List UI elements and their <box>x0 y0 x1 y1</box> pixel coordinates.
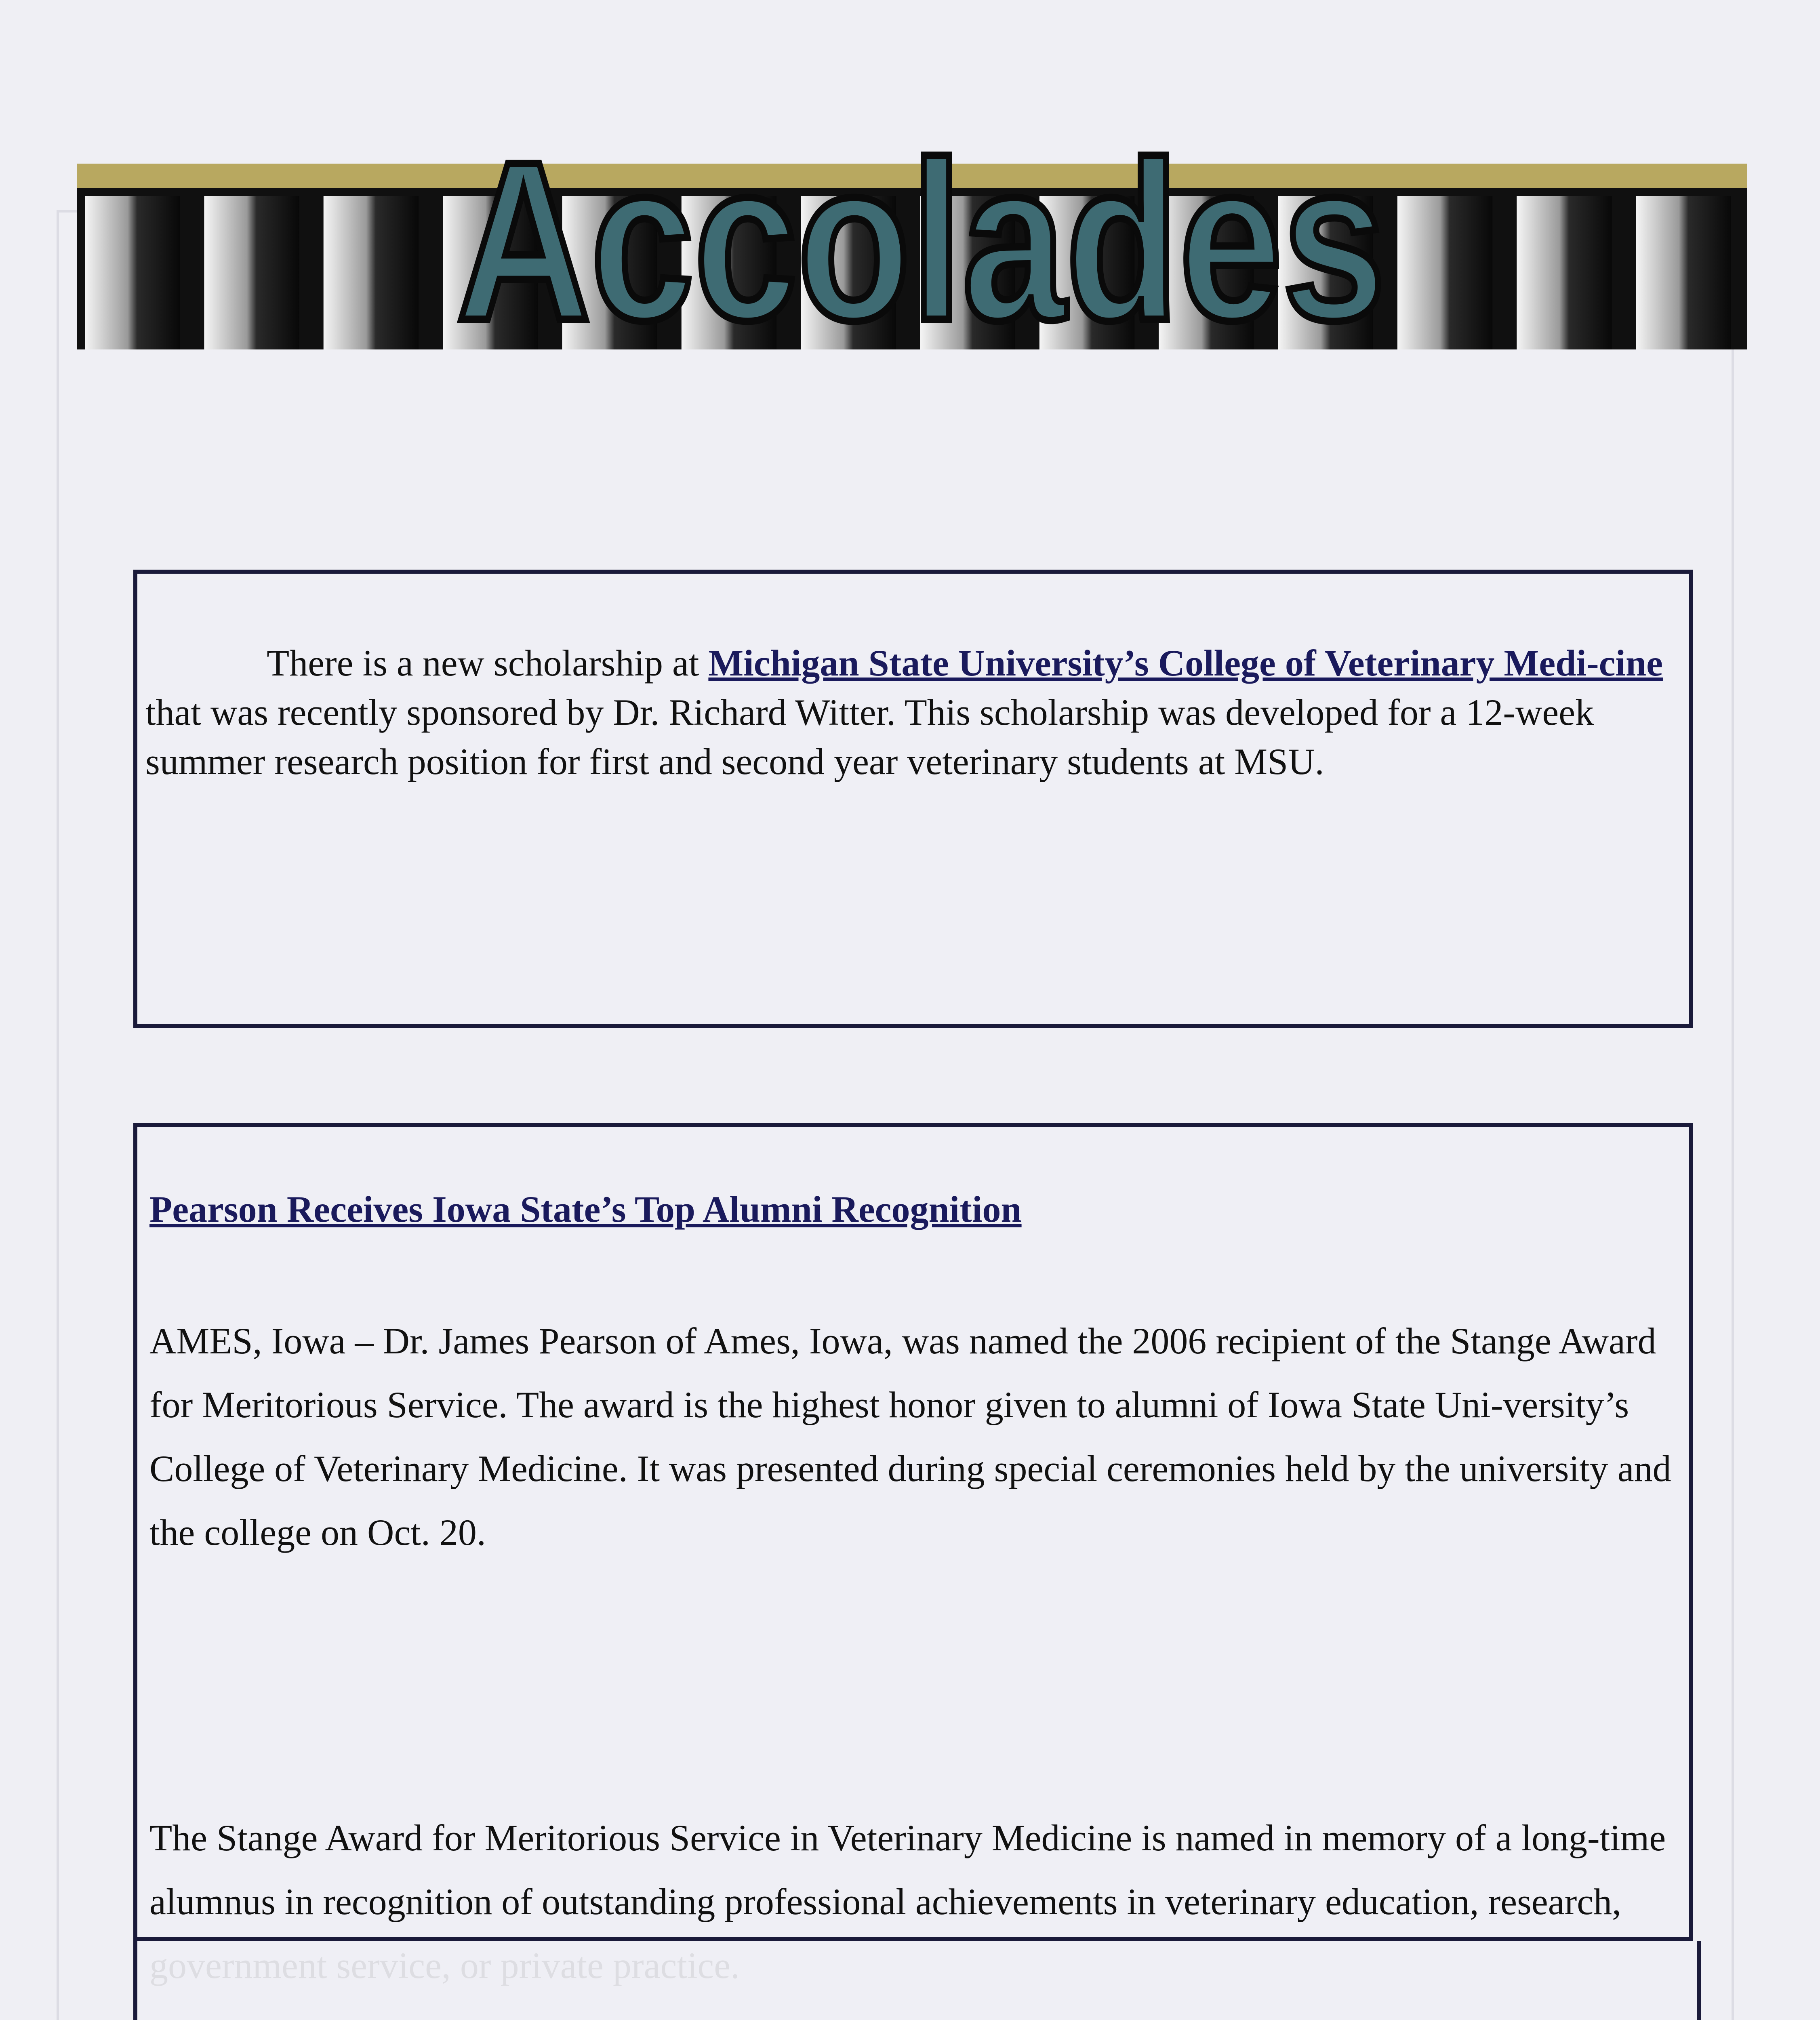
scholarship-rest: that was recently sponsored by Dr. Richard Witter. This scholarship was developed for a 12-week summer research position for first and second year veterinary students at MSU. <box>145 692 1594 782</box>
banner-column <box>324 196 419 349</box>
banner-column <box>1397 196 1492 349</box>
accolades-title <box>436 114 1406 372</box>
pearson-paragraph-1: AMES, Iowa – Dr. James Pearson of Ames, Iowa, was named the 2006 recipient of the Stange Award for Meritorious Service. The award is the highest honor given to alumni of Iowa State Uni-versity’s College of Veterinary Medicine. It was presented during special ceremonies held by the university and the college on Oct. 20. <box>149 1320 1671 1553</box>
banner-column <box>1517 196 1612 349</box>
scholarship-intro: There is a new scholarship at <box>267 642 709 684</box>
accolades-title-text: Accolades <box>457 114 1386 367</box>
pearson-paragraph-2: The Stange Award for Meritorious Service in Veterinary Medicine is named in memory of a long-time alumnus in recognition of outstanding professional achievements in veterinary education, research, <box>149 1817 1666 1922</box>
leong-box <box>133 1941 1701 2020</box>
banner-column <box>204 196 299 349</box>
banner-column <box>1636 196 1731 349</box>
msu-college-link[interactable]: Michigan State University’s College of Veterinary Medi-cine <box>708 642 1663 684</box>
banner-column <box>85 196 180 349</box>
pearson-heading: Pearson Receives Iowa State’s Top Alumni Recognition <box>149 1189 1022 1230</box>
scholarship-paragraph <box>145 638 1681 786</box>
